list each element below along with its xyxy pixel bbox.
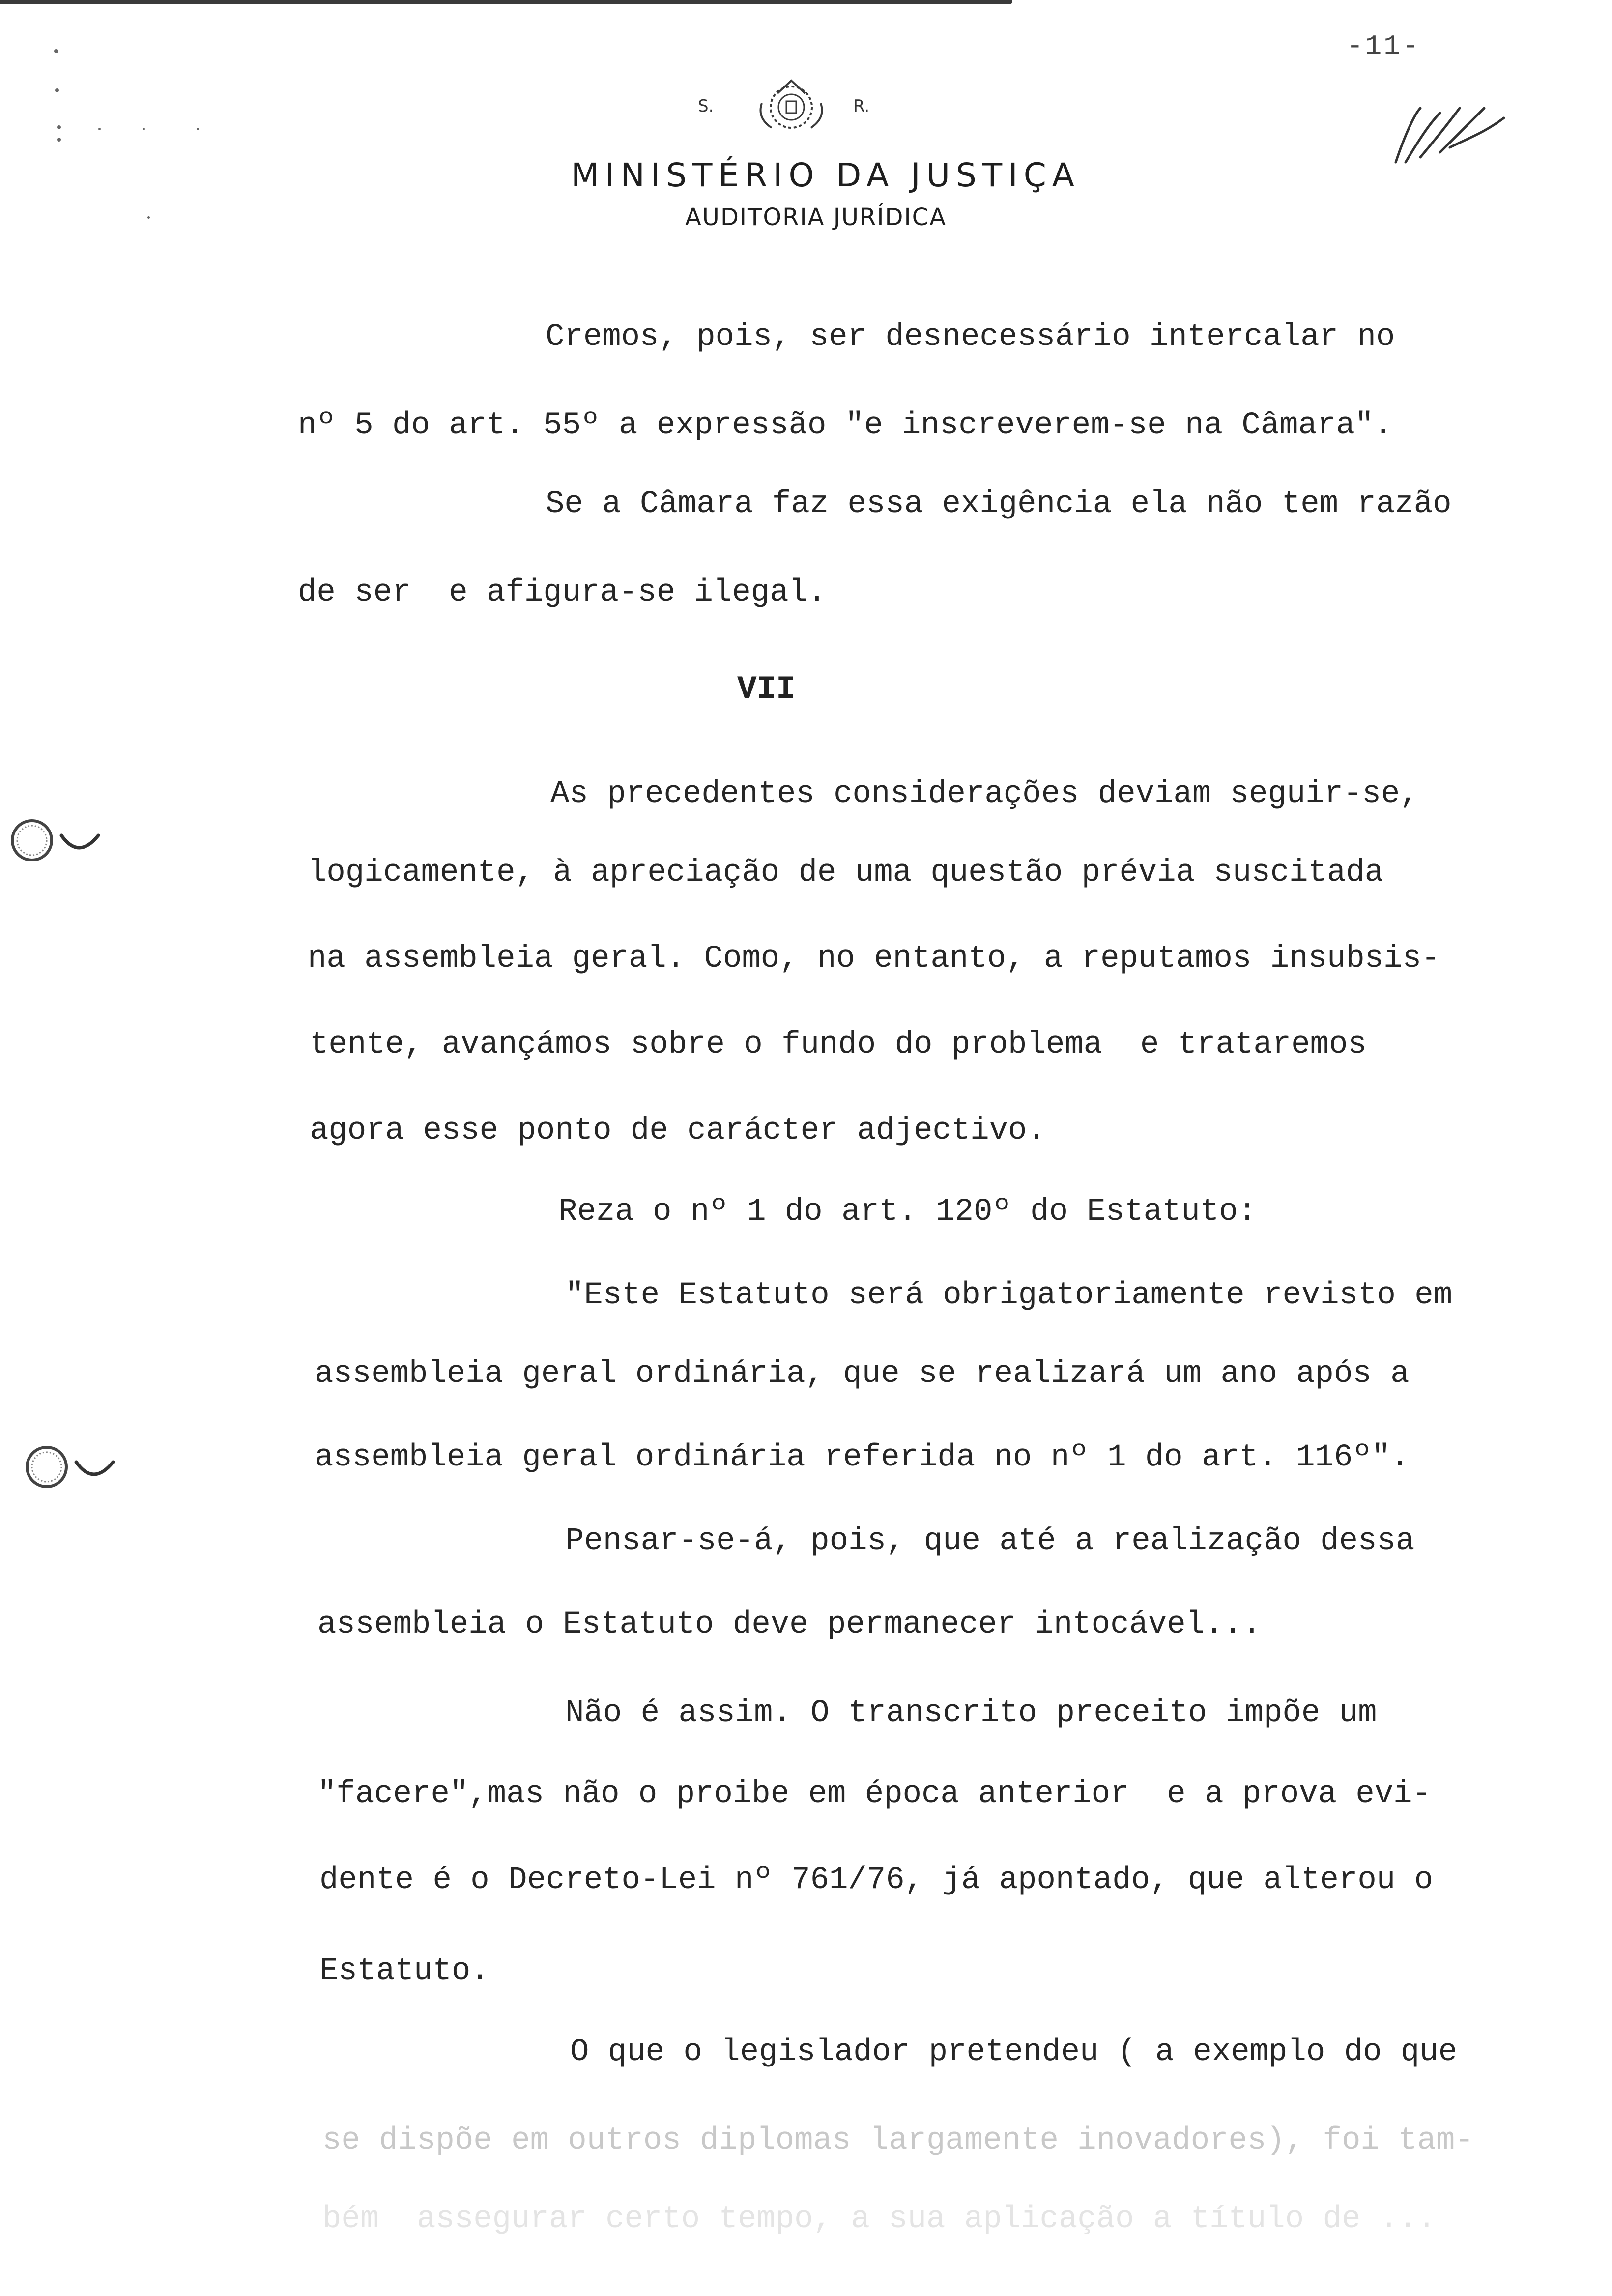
text-line: tente, avançámos sobre o fundo do problema e trataremos bbox=[310, 1027, 1367, 1062]
letterhead-left-initial: S. bbox=[698, 96, 714, 116]
text-line: assembleia geral ordinária referida no nº 1 do art. 116º". bbox=[315, 1440, 1410, 1475]
text-line: Pensar-se-á, pois, que até a realização dessa bbox=[565, 1523, 1415, 1559]
margin-speck bbox=[197, 128, 199, 130]
text-line: na assembleia geral. Como, no entanto, a reputamos insubsis- bbox=[308, 941, 1440, 976]
text-line: nº 5 do art. 55º a expressão "e inscreverem-se na Câmara". bbox=[298, 408, 1393, 443]
margin-speck bbox=[57, 138, 61, 142]
letterhead-ministry-title: MINISTÉRIO DA JUSTIÇA bbox=[571, 156, 1080, 194]
hole-punch-mark bbox=[20, 1440, 128, 1494]
text-line: Estatuto. bbox=[319, 1953, 489, 1989]
hole-punch-mark bbox=[5, 813, 113, 867]
text-line: "facere",mas não o proibe em época anterior e a prova evi- bbox=[317, 1777, 1431, 1812]
page-number: -11- bbox=[1347, 30, 1421, 62]
margin-speck bbox=[55, 88, 59, 92]
coat-of-arms-emblem-icon bbox=[747, 74, 835, 138]
text-line: "Este Estatuto será obrigatoriamente revisto em bbox=[565, 1278, 1453, 1313]
text-line: logicamente, à apreciação de uma questão prévia suscitada bbox=[308, 855, 1384, 890]
page-top-edge-line bbox=[0, 0, 1012, 4]
letterhead-right-initial: R. bbox=[853, 96, 870, 116]
text-line: de ser e afigura-se ilegal. bbox=[298, 575, 827, 610]
text-line: Reza o nº 1 do art. 120º do Estatuto: bbox=[558, 1194, 1257, 1230]
letterhead-department: AUDITORIA JURÍDICA bbox=[685, 203, 947, 231]
margin-speck bbox=[54, 49, 58, 53]
text-line: Se a Câmara faz essa exigência ela não tem razão bbox=[546, 487, 1452, 522]
text-line: Cremos, pois, ser desnecessário intercalar no bbox=[546, 319, 1395, 355]
section-heading: VII bbox=[737, 671, 796, 708]
text-line-faded: se dispõe em outros diplomas largamente inovadores), foi tam- bbox=[322, 2123, 1474, 2158]
text-line: dente é o Decreto-Lei nº 761/76, já apontado, que alterou o bbox=[319, 1863, 1433, 1898]
margin-speck bbox=[98, 128, 101, 130]
text-line: assembleia geral ordinária, que se realizará um ano após a bbox=[315, 1356, 1410, 1392]
text-line: O que o legislador pretendeu ( a exemplo do que bbox=[570, 2035, 1458, 2070]
text-line: Não é assim. O transcrito preceito impõe um bbox=[565, 1695, 1377, 1731]
text-line: agora esse ponto de carácter adjectivo. bbox=[310, 1113, 1046, 1148]
text-line-illegible: bém assegurar certo tempo, a sua aplicação a título de ... bbox=[322, 2202, 1436, 2237]
margin-speck bbox=[57, 125, 61, 129]
margin-speck bbox=[143, 128, 145, 130]
text-line: assembleia o Estatuto deve permanecer intocável... bbox=[317, 1607, 1262, 1642]
text-line: As precedentes considerações deviam seguir-se, bbox=[550, 776, 1419, 812]
